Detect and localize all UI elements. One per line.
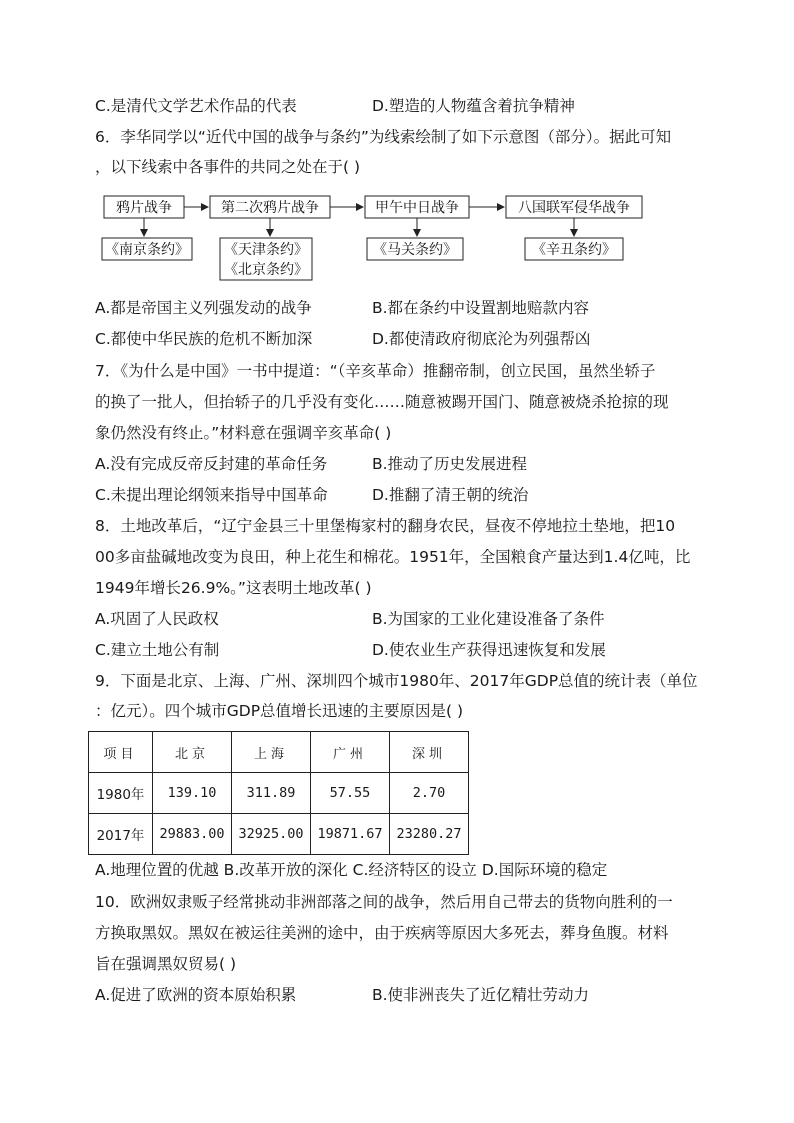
treaty-label: 《辛丑条约》 — [532, 242, 616, 258]
war-label: 第二次鸦片战争 — [221, 200, 319, 216]
q7-stem-line-2: 的换了一批人，但抬轿子的几乎没有变化……随意被踢开国门、随意被烧杀抢掠的现 — [95, 393, 669, 411]
q10-stem-line-1: 10．欧洲奴隶贩子经常挑动非洲部落之间的战争，然后用自己带去的货物向胜利的一 — [95, 893, 673, 911]
table-row — [89, 814, 469, 855]
table-header-cell: 深圳 — [390, 732, 469, 773]
table-header-cell: 广州 — [311, 732, 390, 773]
q9-stem-line-1: 9．下面是北京、上海、广州、深圳四个城市1980年、2017年GDP总值的统计表（单位 — [95, 672, 698, 690]
q10-stem-line-2: 方换取黑奴。黑奴在被运往美洲的途中，由于疾病等原因大多死去，葬身鱼腹。材料 — [95, 924, 669, 942]
q6-option-c: C.都使中华民族的危机不断加深 — [95, 330, 313, 348]
table-cell: 2.70 — [390, 773, 469, 814]
table-cell: 32925.00 — [232, 814, 311, 855]
q10-option-b: B.使非洲丧失了近亿精壮劳动力 — [372, 986, 590, 1004]
gdp-table — [88, 731, 469, 855]
table-cell: 29883.00 — [153, 814, 232, 855]
q8-stem-line-1: 8．土地改革后，“辽宁金县三十里堡梅家村的翻身农民，昼夜不停地拉土垫地，把10 — [95, 517, 676, 535]
q6-option-d: D.都使清政府彻底沦为列强帮凶 — [372, 330, 591, 348]
table-header-cell: 北京 — [153, 732, 232, 773]
war-label: 甲午中日战争 — [375, 200, 459, 216]
q5-option-c: C.是清代文学艺术作品的代表 — [95, 97, 297, 115]
q10-option-a: A.促进了欧洲的资本原始积累 — [95, 986, 297, 1004]
table-row — [89, 773, 469, 814]
q8-option-d: D.使农业生产获得迅速恢复和发展 — [372, 641, 606, 659]
table-cell: 311.89 — [232, 773, 311, 814]
q8-option-a: A.巩固了人民政权 — [95, 610, 219, 628]
treaty-label: 《北京条约》 — [224, 262, 308, 278]
treaty-label: 《马关条约》 — [373, 242, 457, 258]
q9-options: A.地理位置的优越 B.改革开放的深化 C.经济特区的设立 D.国际环境的稳定 — [95, 861, 608, 879]
war-label: 鸦片战争 — [116, 200, 172, 216]
q5-option-d: D.塑造的人物蕴含着抗争精神 — [372, 97, 575, 115]
q6-stem-line-2: ，以下线索中各事件的共同之处在于( ) — [95, 158, 361, 176]
q7-option-d: D.推翻了清王朝的统治 — [372, 486, 529, 504]
q6-stem-line-1: 6．李华同学以“近代中国的战争与条约”为线索绘制了如下示意图（部分）。据此可知 — [95, 128, 672, 146]
q8-stem-line-2: 00多亩盐碱地改变为良田，种上花生和棉花。1951年，全国粮食产量达到1.4亿吨，比 — [95, 548, 691, 566]
q8-stem-line-3: 1949年增长26.9%。”这表明土地改革( ) — [95, 579, 372, 597]
table-header-cell: 项目 — [89, 732, 153, 773]
table-cell: 139.10 — [153, 773, 232, 814]
treaty-label: 《南京条约》 — [105, 242, 189, 258]
q6-option-a: A.都是帝国主义列强发动的战争 — [95, 299, 312, 317]
q9-stem-line-2: ：亿元）。四个城市GDP总值增长迅速的主要原因是( ) — [95, 702, 464, 720]
table-cell: 19871.67 — [311, 814, 390, 855]
q7-option-c: C.未提出理论纲领来指导中国革命 — [95, 486, 328, 504]
war-label: 八国联军侵华战争 — [518, 200, 630, 216]
table-header-row — [89, 732, 469, 773]
q7-option-a: A.没有完成反帝反封建的革命任务 — [95, 455, 328, 473]
table-header-cell: 上海 — [232, 732, 311, 773]
q7-option-b: B.推动了历史发展进程 — [372, 455, 528, 473]
q7-stem-line-3: 象仍然没有终止。”材料意在强调辛亥革命( ) — [95, 424, 392, 442]
q8-option-c: C.建立土地公有制 — [95, 641, 220, 659]
table-cell: 2017年 — [89, 814, 153, 855]
q8-option-b: B.为国家的工业化建设准备了条件 — [372, 610, 605, 628]
table-cell: 57.55 — [311, 773, 390, 814]
q7-stem-line-1: 7．《为什么是中国》一书中提道：“（辛亥革命）推翻帝制，创立民国，虽然坐轿子 — [95, 362, 656, 380]
q6-option-b: B.都在条约中设置割地赔款内容 — [372, 299, 590, 317]
table-cell: 1980年 — [89, 773, 153, 814]
treaty-label: 《天津条约》 — [224, 242, 308, 258]
q10-stem-line-3: 旨在强调黑奴贸易( ) — [95, 955, 237, 973]
war-treaty-diagram — [95, 190, 655, 285]
table-cell: 23280.27 — [390, 814, 469, 855]
